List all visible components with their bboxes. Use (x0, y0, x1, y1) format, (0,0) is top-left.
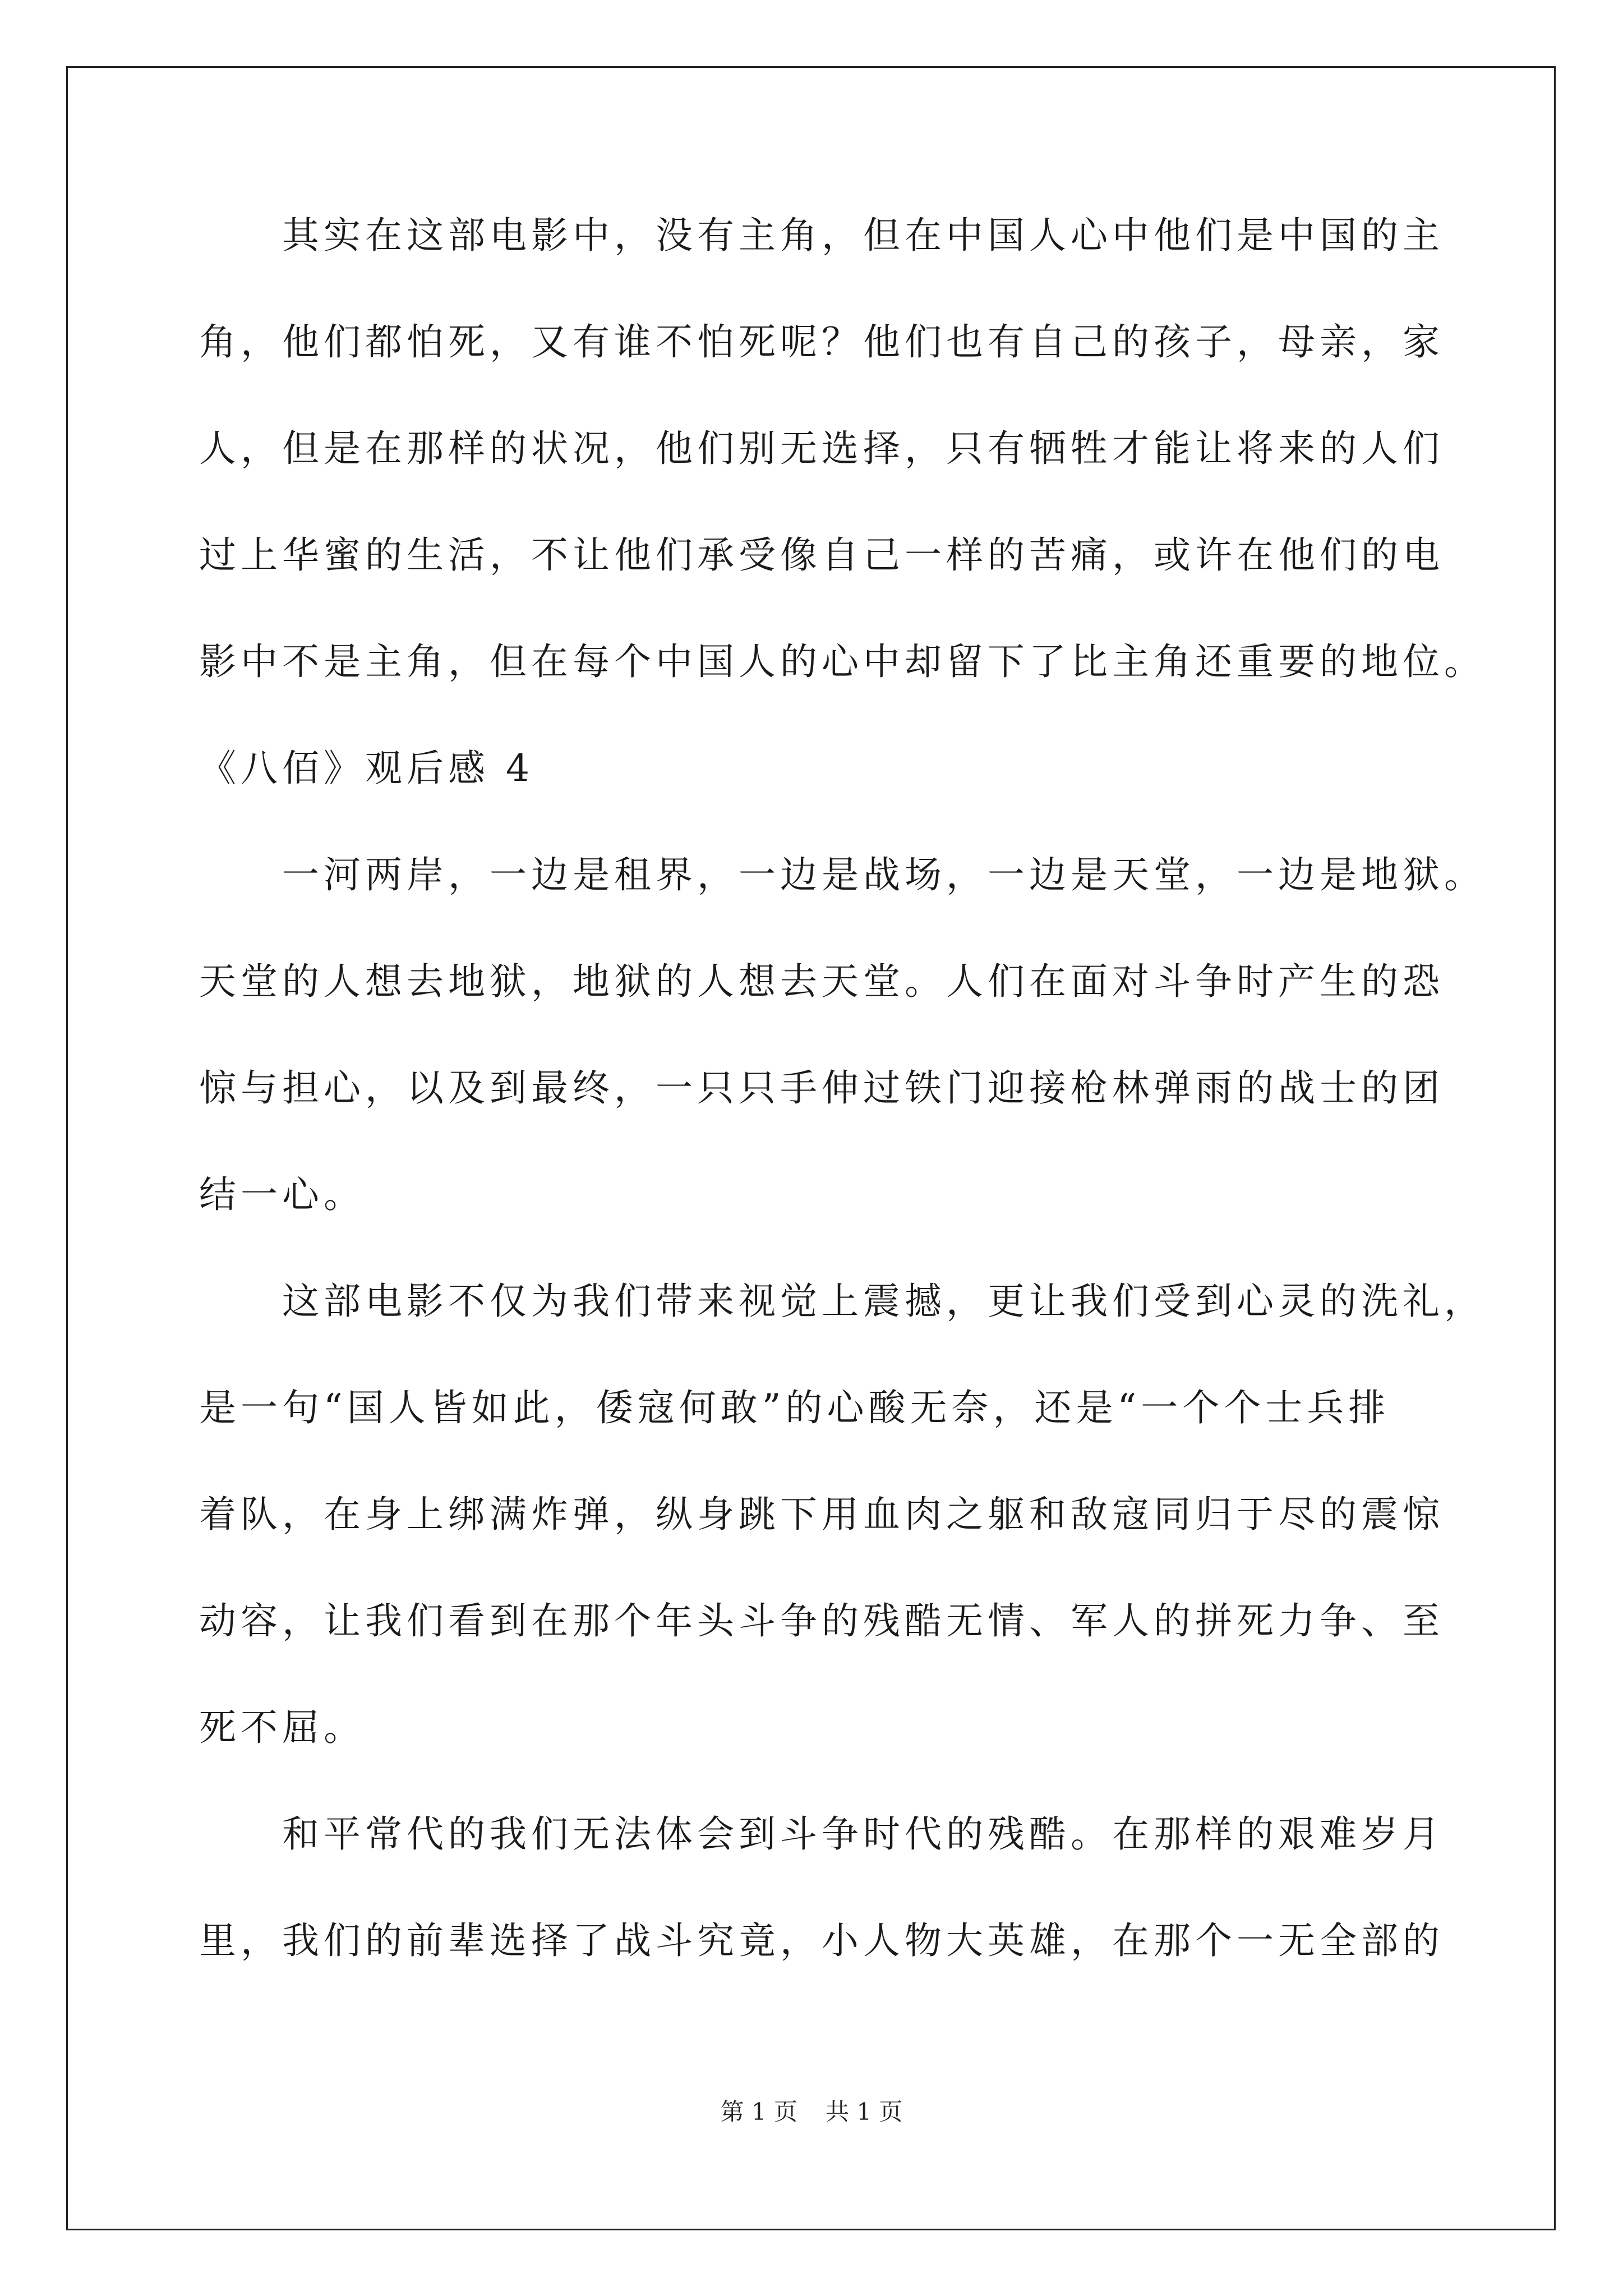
page-border (66, 66, 1556, 2230)
text-line: 和平常代的我们无法体会到斗争时代的残酷。在那样的艰难岁月 (199, 1812, 1444, 1856)
page-number: 第 1 页 (720, 2098, 797, 2125)
text-line: 天堂的人想去地狱，地狱的人想去天堂。人们在面对斗争时产生的恐 (199, 960, 1444, 1003)
text-line: 角，他们都怕死，又有谁不怕死呢？他们也有自己的孩子，母亲，家 (199, 320, 1444, 364)
text-line: 着队，在身上绑满炸弹，纵身跳下用血肉之躯和敌寇同归于尽的震惊 (199, 1493, 1444, 1536)
text-line: 一河两岸，一边是租界，一边是战场，一边是天堂，一边是地狱。 (199, 853, 1486, 896)
text-line: 惊与担心，以及到最终，一只只手伸过铁门迎接枪林弹雨的战士的团 (199, 1066, 1444, 1110)
text-line: 其实在这部电影中，没有主角，但在中国人心中他们是中国的主 (199, 214, 1444, 257)
text-line: 人，但是在那样的状况，他们别无选择，只有牺牲才能让将来的人们 (199, 427, 1444, 470)
text-line: 影中不是主角，但在每个中国人的心中却留下了比主角还重要的地位。 (199, 640, 1486, 683)
text-line: 是一句“国人皆如此，倭寇何敢”的心酸无奈，还是“一个个士兵排 (199, 1386, 1390, 1429)
page-total: 共 1 页 (826, 2098, 903, 2125)
text-line: 死不屈。 (199, 1706, 365, 1749)
text-line: 这部电影不仅为我们带来视觉上震撼，更让我们受到心灵的洗礼， (199, 1280, 1486, 1323)
text-line: 结一心。 (199, 1173, 365, 1216)
text-line: 里，我们的前辈选择了战斗究竟，小人物大英雄，在那个一无全部的 (199, 1919, 1444, 1962)
page-footer (0, 2098, 1623, 2126)
section-heading: 《八佰》观后感 4 (199, 747, 534, 790)
text-line: 过上华蜜的生活，不让他们承受像自己一样的苦痛，或许在他们的电 (199, 533, 1444, 577)
text-line: 动容，让我们看到在那个年头斗争的残酷无情、军人的拼死力争、至 (199, 1599, 1444, 1642)
